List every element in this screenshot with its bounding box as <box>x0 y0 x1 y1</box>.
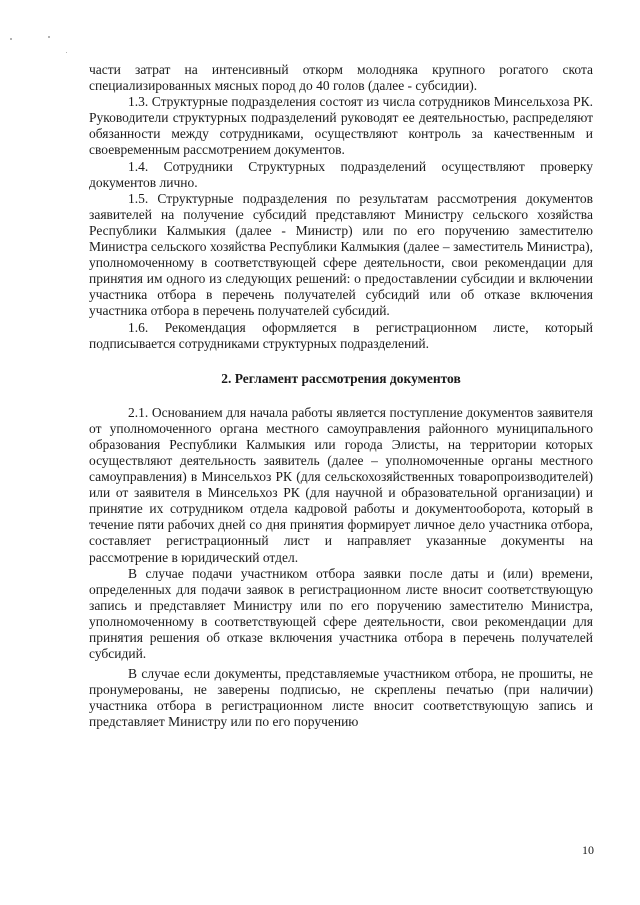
scan-speck <box>48 36 50 38</box>
scan-speck <box>66 52 67 53</box>
paragraph-improper-documents: В случае если документы, представляемые участником отбора, не прошиты, не пронумерованы, не заверены подписью, не скреплены печатью (при наличии) участника отбора в регистрационном листе вносит соответствующую запись и представляет Министру или по его поручению <box>89 666 593 730</box>
scan-speck <box>10 38 12 40</box>
paragraph-1-6: 1.6. Рекомендация оформляется в регистрационном листе, который подписывается сотрудниками структурных подразделений. <box>89 319 593 351</box>
paragraph-late-application: В случае подачи участником отбора заявки после даты и (или) времени, определенных для подачи заявок в регистрационном листе вносит соответствующую запись и представляет Министру или по его поручению заместителю Министра, уполномоченному в соответствующей сфере деятельности, свои рекомендации для принятия решения об отказе включения участника отбора в перечень получателей субсидий. <box>89 565 593 662</box>
paragraph-2-1: 2.1. Основанием для начала работы является поступление документов заявителя от уполномоченного органа местного самоуправления районного муниципального образования Республики Калмыкия или города Элисты, на территории которых осуществляют деятельность заявитель (далее – уполномоченные органы местного самоуправления) в Минсельхоз РК (для сельскохозяйственных товаропроизводителей) или от заявителя в Минсельхоз РК (для научной и образовательной организации) и принятие их сотрудником отдела кадровой работы и документооборота, который в течение пяти рабочих дней со дня принятия формирует личное дело участника отбора, составляет регистрационный лист и направляет указанные документы на рассмотрение в юридический отдел. <box>89 404 593 565</box>
paragraph-continuation: части затрат на интенсивный откорм молодняка крупного рогатого скота специализированных мясных пород до 40 голов (далее - субсидии). <box>89 62 593 94</box>
document-body <box>89 62 593 731</box>
paragraph-1-5: 1.5. Структурные подразделения по результатам рассмотрения документов заявителей на получение субсидий представляют Министру сельского хозяйства Республики Калмыкия (далее - Министр) или по его поручению заместителю Министра сельского хозяйства Республики Калмыкия (далее – заместитель Министра), уполномоченному в соответствующей сфере деятельности, свои рекомендации для принятия им одного из следующих решений: о предоставлении субсидии и включении участника отбора в перечень получателей субсидий или об отказе включения участника отбора в перечень получателей субсидий. <box>89 190 593 319</box>
paragraph-1-3: 1.3. Структурные подразделения состоят из числа сотрудников Минсельхоза РК. Руководители структурных подразделений руководят ее деятельностью, распределяют обязанности между сотрудниками, осуществляют контроль за качественным и своевременным рассмотрением документов. <box>89 94 593 158</box>
section-heading: 2. Регламент рассмотрения документов <box>221 370 461 386</box>
page-number: 10 <box>582 843 594 857</box>
paragraph-1-4: 1.4. Сотрудники Структурных подразделений осуществляют проверку документов лично. <box>89 158 593 190</box>
